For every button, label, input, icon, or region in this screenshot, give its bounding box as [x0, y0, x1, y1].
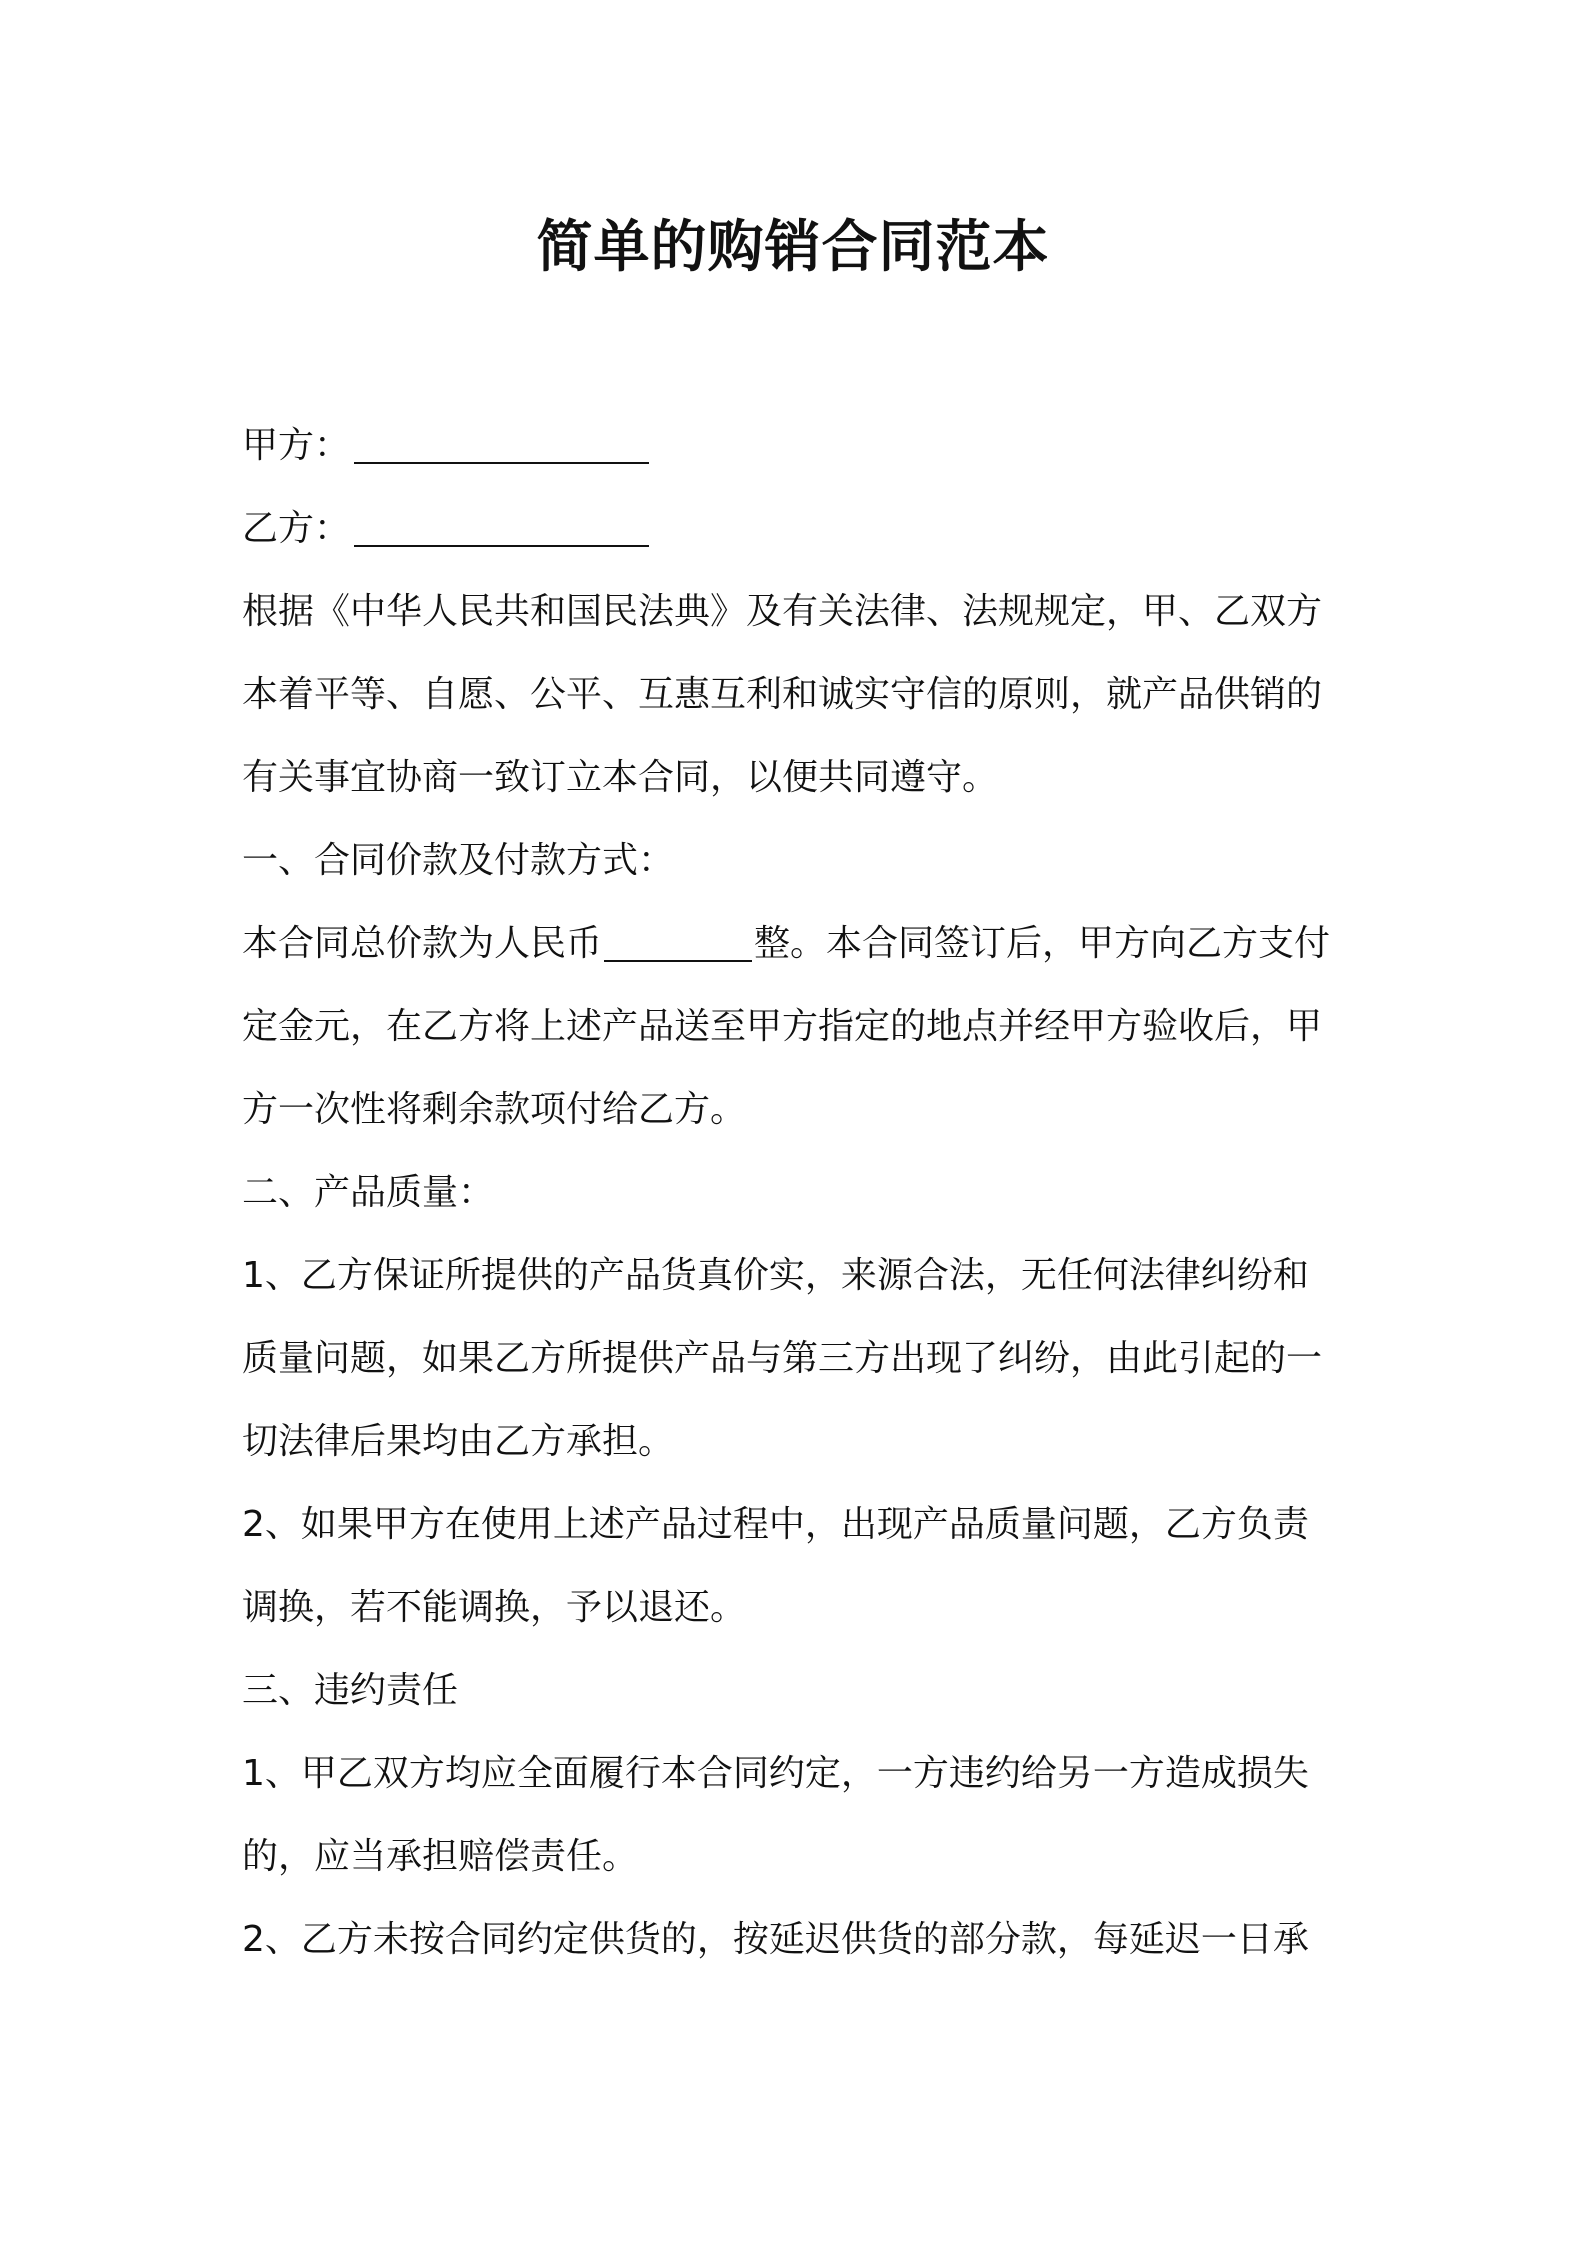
section-2-item-1-line: 切法律后果均由乙方承担。 — [242, 1421, 675, 1462]
section-2-item-2-line: 2、如果甲方在使用上述产品过程中，出现产品质量问题，乙方负责 — [242, 1504, 1309, 1545]
party-b-blank — [354, 545, 649, 547]
party-a-blank — [354, 462, 649, 464]
preamble-line: 有关事宜协商一致订立本合同，以便共同遵守。 — [242, 757, 999, 798]
section-1-heading: 一、合同价款及付款方式： — [242, 840, 675, 881]
price-text-after: 整。本合同签订后，甲方向乙方支付 — [754, 923, 1331, 964]
section-3-item-1-line: 的，应当承担赔偿责任。 — [242, 1836, 639, 1877]
party-a-line — [242, 404, 1354, 487]
party-b-line — [242, 487, 1354, 570]
preamble-line: 根据《中华人民共和国民法典》及有关法律、法规规定，甲、乙双方 — [242, 591, 1323, 632]
party-b-label: 乙方： — [242, 508, 351, 549]
section-3-heading: 三、违约责任 — [242, 1670, 459, 1711]
document-body — [242, 404, 1354, 1981]
section-2-item-1-line: 质量问题，如果乙方所提供产品与第三方出现了纠纷，由此引起的一 — [242, 1338, 1323, 1379]
document-title: 简单的购销合同范本 — [536, 215, 1050, 280]
section-2-item-2-line: 调换，若不能调换，予以退还。 — [242, 1587, 747, 1628]
section-2-heading: 二、产品质量： — [242, 1172, 495, 1213]
section-3-item-2-line: 2、乙方未按合同约定供货的，按延迟供货的部分款，每延迟一日承 — [242, 1919, 1309, 1960]
section-2-item-1-line: 1、乙方保证所提供的产品货真价实，来源合法，无任何法律纠纷和 — [242, 1255, 1309, 1296]
price-text-before: 本合同总价款为人民币 — [242, 923, 603, 964]
section-1-price-line — [242, 902, 1354, 985]
section-1-line: 定金元，在乙方将上述产品送至甲方指定的地点并经甲方验收后，甲 — [242, 1006, 1323, 1047]
price-blank — [604, 960, 752, 962]
preamble-line: 本着平等、自愿、公平、互惠互利和诚实守信的原则，就产品供销的 — [242, 674, 1323, 715]
section-3-item-1-line: 1、甲乙双方均应全面履行本合同约定，一方违约给另一方造成损失 — [242, 1753, 1309, 1794]
section-1-line: 方一次性将剩余款项付给乙方。 — [242, 1089, 747, 1130]
party-a-label: 甲方： — [242, 425, 351, 466]
